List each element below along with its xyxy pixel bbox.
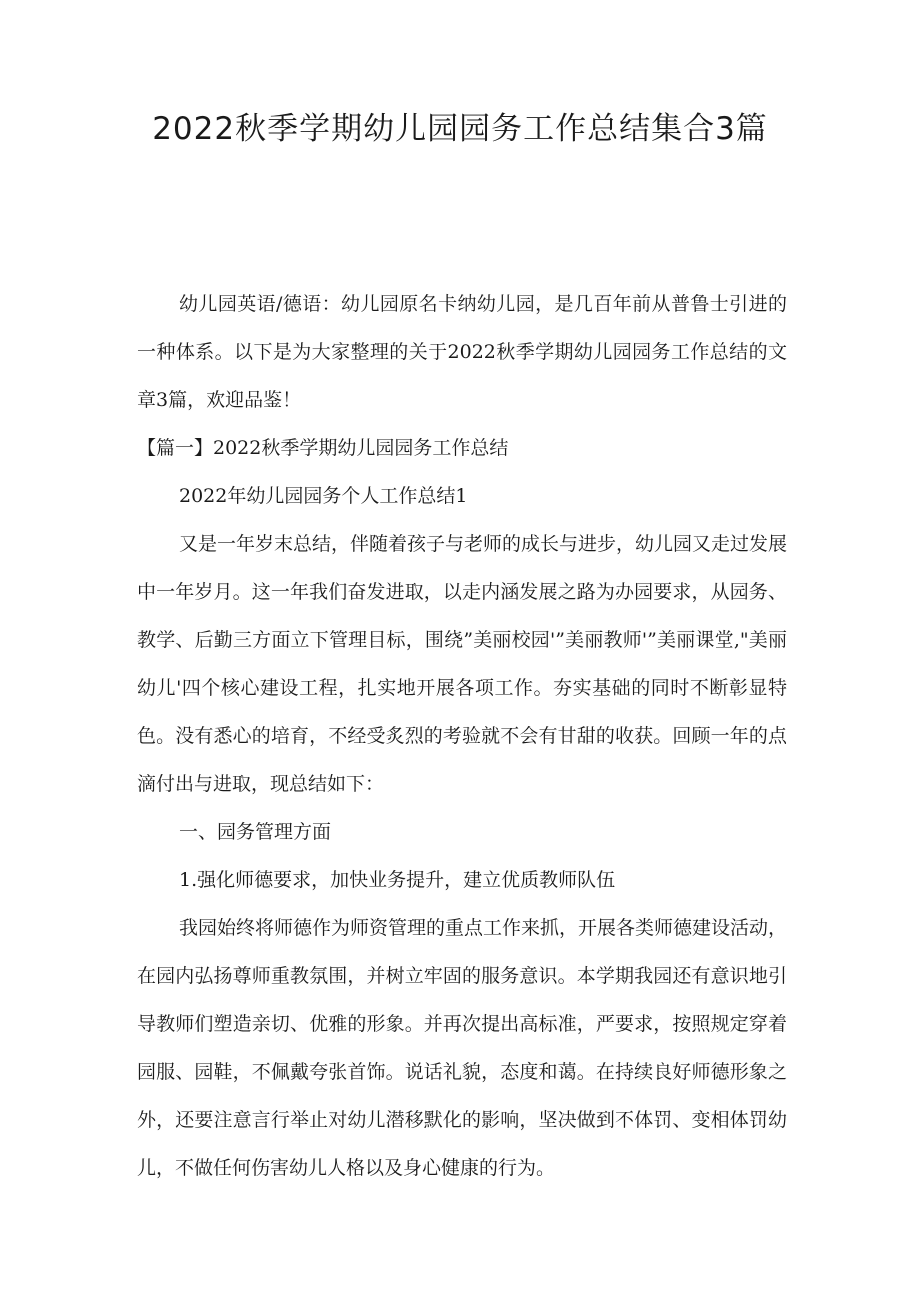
section-heading: 一、园务管理方面 — [179, 821, 332, 843]
body-paragraph: 又是一年岁末总结，伴随着孩子与老师的成长与进步，幼儿园又走过发展中一年岁月。这一年我们奋发进取，以走内涵发展之路为办园要求，从园务、教学、后勤三方面立下管理目标，围绕”美丽校园'”美丽教师'”美丽课堂,"美丽幼儿'四个核心建设工程，扎实地开展各项工作。夯实基础的同时不断彰显特色。没有悉心的培育，不经受炙烈的考验就不会有甘甜的收获。回顾一年的点滴付出与进取，现总结如下： — [137, 533, 788, 795]
subsection-heading: 1.强化师德要求，加快业务提升，建立优质教师队伍 — [179, 869, 616, 891]
section-heading-part-one: 【篇一】2022秋季学期幼儿园园务工作总结 — [137, 437, 509, 459]
document-body — [137, 280, 787, 1192]
intro-paragraph: 幼儿园英语/德语：幼儿园原名卡纳幼儿园，是几百年前从普鲁士引进的一种体系。以下是为大家整理的关于2022秋季学期幼儿园园务工作总结的文章3篇，欢迎品鉴！ — [137, 293, 787, 411]
document-title: 2022秋季学期幼儿园园务工作总结集合3篇 — [152, 111, 768, 147]
body-paragraph: 我园始终将师德作为师资管理的重点工作来抓，开展各类师德建设活动，在园内弘扬尊师重教氛围，并树立牢固的服务意识。本学期我园还有意识地引导教师们塑造亲切、优雅的形象。并再次提出高标准，严要求，按照规定穿着园服、园鞋，不佩戴夸张首饰。说话礼貌，态度和蔼。在持续良好师德形象之外，还要注意言行举止对幼儿潜移默化的影响，坚决做到不体罚、变相体罚幼儿，不做任何伤害幼儿人格以及身心健康的行为。 — [137, 917, 788, 1179]
subtitle-paragraph: 2022年幼儿园园务个人工作总结1 — [179, 485, 468, 507]
